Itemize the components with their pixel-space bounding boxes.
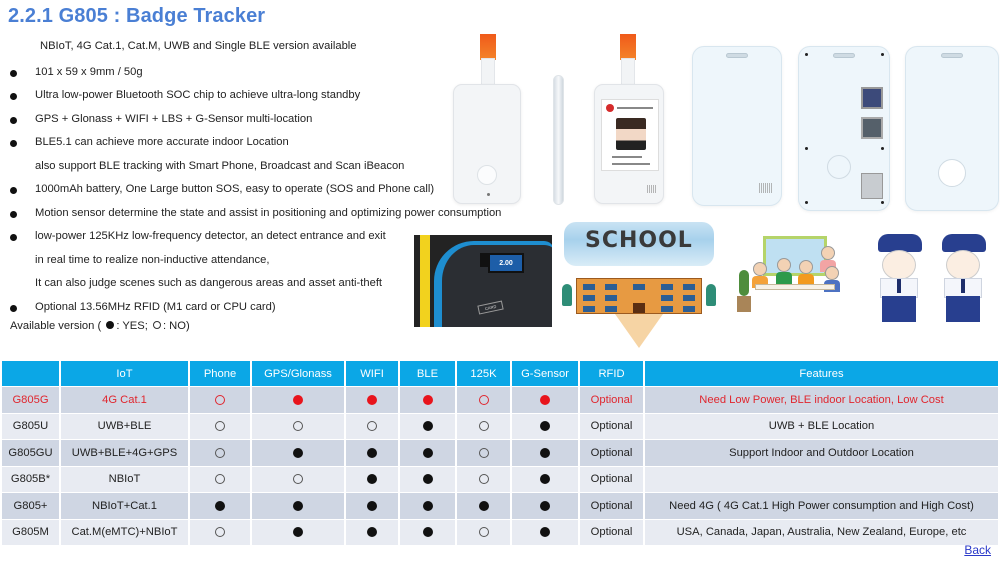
table-row bbox=[2, 467, 998, 493]
cell-phone bbox=[190, 520, 250, 546]
cell-phone bbox=[190, 467, 250, 493]
empty-circle-icon bbox=[215, 474, 225, 484]
col-header-phone: Phone bbox=[190, 361, 250, 386]
cell-model: G805B* bbox=[2, 467, 59, 493]
table-header-row bbox=[2, 361, 998, 386]
empty-circle-icon bbox=[293, 421, 303, 431]
empty-circle-icon bbox=[215, 421, 225, 431]
badge-front-shell-photo bbox=[905, 46, 999, 211]
cell-wifi bbox=[346, 440, 398, 466]
cell-gsensor bbox=[512, 414, 578, 440]
cell-k125 bbox=[457, 467, 510, 493]
col-header-iot: IoT bbox=[61, 361, 188, 386]
filled-circle-icon bbox=[540, 448, 550, 458]
cell-k125 bbox=[457, 440, 510, 466]
availability-legend: Available version ( : YES; : NO) bbox=[10, 320, 190, 332]
cell-wifi bbox=[346, 493, 398, 519]
cell-wifi bbox=[346, 414, 398, 440]
filled-circle-icon bbox=[540, 474, 550, 484]
cell-k125 bbox=[457, 387, 510, 413]
table-row bbox=[2, 440, 998, 466]
cell-rfid: Optional bbox=[580, 440, 643, 466]
cell-iot: 4G Cat.1 bbox=[61, 387, 188, 413]
intro-text: NBIoT, 4G Cat.1, Cat.M, UWB and Single BLE version available bbox=[40, 40, 357, 52]
cell-iot: NBIoT bbox=[61, 467, 188, 493]
filled-circle-icon bbox=[423, 501, 433, 511]
filled-circle-icon bbox=[367, 474, 377, 484]
cell-model: G805G bbox=[2, 387, 59, 413]
bullet-icon bbox=[10, 117, 17, 124]
empty-circle-icon bbox=[215, 395, 225, 405]
filled-circle-icon bbox=[423, 395, 433, 405]
version-comparison-table bbox=[0, 360, 1000, 546]
filled-circle-icon bbox=[293, 448, 303, 458]
cell-rfid: Optional bbox=[580, 414, 643, 440]
bullet-icon bbox=[10, 211, 17, 218]
cell-rfid: Optional bbox=[580, 387, 643, 413]
filled-circle-icon bbox=[215, 501, 225, 511]
bullet-icon bbox=[10, 70, 17, 77]
filled-circle-icon bbox=[367, 527, 377, 537]
elderly-care-illustration bbox=[733, 236, 855, 322]
cell-k125 bbox=[457, 493, 510, 519]
school-illustration: SCHOOL bbox=[560, 218, 720, 348]
filled-circle-icon bbox=[106, 321, 114, 329]
cell-rfid: Optional bbox=[580, 520, 643, 546]
filled-circle-icon bbox=[423, 421, 433, 431]
cell-gps bbox=[252, 493, 344, 519]
cell-features: Need 4G ( 4G Cat.1 High Power consumption and High Cost) bbox=[645, 493, 998, 519]
cell-gps bbox=[252, 440, 344, 466]
cell-gsensor bbox=[512, 520, 578, 546]
cell-gsensor bbox=[512, 440, 578, 466]
empty-circle-icon bbox=[153, 321, 161, 329]
table-row bbox=[2, 493, 998, 519]
cell-iot: UWB+BLE bbox=[61, 414, 188, 440]
filled-circle-icon bbox=[540, 421, 550, 431]
cell-ble bbox=[400, 493, 455, 519]
cell-gsensor bbox=[512, 387, 578, 413]
filled-circle-icon bbox=[423, 527, 433, 537]
cell-iot: Cat.M(eMTC)+NBIoT bbox=[61, 520, 188, 546]
empty-circle-icon bbox=[367, 421, 377, 431]
bullet-icon bbox=[10, 93, 17, 100]
col-header-125k: 125K bbox=[457, 361, 510, 386]
cell-ble bbox=[400, 467, 455, 493]
cell-model: G805U bbox=[2, 414, 59, 440]
col-header-rfid: RFID bbox=[580, 361, 643, 386]
filled-circle-icon bbox=[293, 395, 303, 405]
empty-circle-icon bbox=[215, 448, 225, 458]
cell-ble bbox=[400, 414, 455, 440]
cell-features: USA, Canada, Japan, Australia, New Zealand, Europe, etc bbox=[645, 520, 998, 546]
bullet-icon bbox=[10, 305, 17, 312]
cell-wifi bbox=[346, 467, 398, 493]
cell-k125 bbox=[457, 520, 510, 546]
cell-features: UWB + BLE Location bbox=[645, 414, 998, 440]
cell-rfid: Optional bbox=[580, 467, 643, 493]
empty-circle-icon bbox=[479, 474, 489, 484]
back-link[interactable]: Back bbox=[964, 543, 991, 557]
page-title: 2.2.1 G805 : Badge Tracker bbox=[8, 5, 266, 27]
sim-slot-icon bbox=[861, 87, 883, 109]
filled-circle-icon bbox=[540, 501, 550, 511]
sim-slot-icon bbox=[861, 117, 883, 139]
cell-gps bbox=[252, 414, 344, 440]
lf-reader-photo: 2.00 CARD bbox=[414, 235, 552, 327]
badge-internal-photo bbox=[798, 46, 890, 211]
badge-back-shell-photo bbox=[692, 46, 782, 206]
empty-circle-icon bbox=[479, 421, 489, 431]
filled-circle-icon bbox=[423, 474, 433, 484]
cell-wifi bbox=[346, 387, 398, 413]
cell-gps bbox=[252, 387, 344, 413]
empty-circle-icon bbox=[479, 527, 489, 537]
filled-circle-icon bbox=[367, 395, 377, 405]
col-header-gsensor: G-Sensor bbox=[512, 361, 578, 386]
filled-circle-icon bbox=[540, 395, 550, 405]
filled-circle-icon bbox=[293, 501, 303, 511]
police-girl-illustration bbox=[868, 232, 930, 328]
cell-gps bbox=[252, 520, 344, 546]
cell-ble bbox=[400, 440, 455, 466]
cell-model: G805GU bbox=[2, 440, 59, 466]
bullet-icon bbox=[10, 140, 17, 147]
filled-circle-icon bbox=[540, 527, 550, 537]
badge-side-photo bbox=[553, 75, 564, 205]
badge-front-photo bbox=[448, 30, 528, 210]
empty-circle-icon bbox=[479, 395, 489, 405]
portrait-icon bbox=[616, 118, 646, 150]
cell-wifi bbox=[346, 520, 398, 546]
cell-iot: UWB+BLE+4G+GPS bbox=[61, 440, 188, 466]
cell-features: Need Low Power, BLE indoor Location, Low Cost bbox=[645, 387, 998, 413]
cell-phone bbox=[190, 387, 250, 413]
filled-circle-icon bbox=[479, 501, 489, 511]
police-boy-illustration bbox=[932, 232, 994, 328]
table-row bbox=[2, 520, 998, 546]
cell-phone bbox=[190, 414, 250, 440]
filled-circle-icon bbox=[293, 527, 303, 537]
cell-model: G805+ bbox=[2, 493, 59, 519]
col-header-model bbox=[2, 361, 59, 386]
badge-idcard-photo bbox=[590, 30, 670, 210]
empty-circle-icon bbox=[215, 527, 225, 537]
table-row bbox=[2, 414, 998, 440]
cell-iot: NBIoT+Cat.1 bbox=[61, 493, 188, 519]
col-header-ble: BLE bbox=[400, 361, 455, 386]
cell-phone bbox=[190, 440, 250, 466]
col-header-features: Features bbox=[645, 361, 998, 386]
table-row bbox=[2, 387, 998, 413]
cell-ble bbox=[400, 520, 455, 546]
cell-features: Support Indoor and Outdoor Location bbox=[645, 440, 998, 466]
filled-circle-icon bbox=[367, 448, 377, 458]
filled-circle-icon bbox=[423, 448, 433, 458]
bullet-icon bbox=[10, 234, 17, 241]
cell-gps bbox=[252, 467, 344, 493]
bullet-icon bbox=[10, 187, 17, 194]
filled-circle-icon bbox=[367, 501, 377, 511]
cell-gsensor bbox=[512, 467, 578, 493]
cell-gsensor bbox=[512, 493, 578, 519]
cell-phone bbox=[190, 493, 250, 519]
cell-model: G805M bbox=[2, 520, 59, 546]
empty-circle-icon bbox=[479, 448, 489, 458]
cell-rfid: Optional bbox=[580, 493, 643, 519]
cell-k125 bbox=[457, 414, 510, 440]
cell-features bbox=[645, 467, 998, 493]
col-header-wifi: WIFI bbox=[346, 361, 398, 386]
cell-ble bbox=[400, 387, 455, 413]
reader-display: 2.00 bbox=[488, 253, 524, 273]
empty-circle-icon bbox=[293, 474, 303, 484]
col-header-gps: GPS/Glonass bbox=[252, 361, 344, 386]
sos-button-icon bbox=[477, 165, 497, 185]
